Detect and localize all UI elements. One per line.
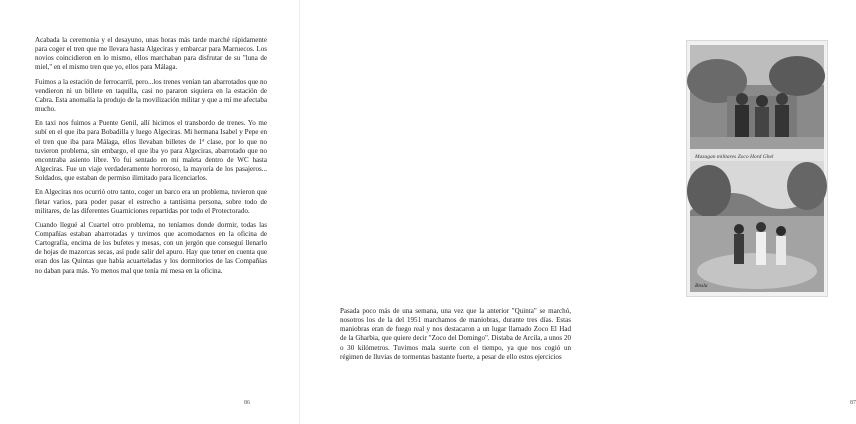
left-paragraph-5: Cuando llegué al Cuartel otro problema, no teníamos donde dormir, todas las Compañías estaban abarrotadas y tuvimos que acomodarnos en la oficina de Cartografía, encima de los bufetes y mesas, con un jergón que conseguí llenarlo de hojas de mazorcas secas, así pude salir del apuro. Hay que tener en cuenta que eran dos las Quintas que había acuarteladas y los dormitorios de las Compañías no daban para más. Yo menos mal que tenía mi mesa en la oficina. xyxy=(35,220,267,275)
left-page-number: 86 xyxy=(244,400,250,406)
left-page-body xyxy=(35,36,267,281)
left-page xyxy=(0,0,300,424)
right-page-number: 87 xyxy=(850,400,856,406)
photo-collage-image xyxy=(687,41,827,296)
right-paragraph-1: Pasada poco más de una semana, una vez que la anterior "Quinta" se marchó, nosotros los de la del 1951 marchamos de maniobras, durante tres días. Estas maniobras eran de fuego real y nos destacaron a un lugar llamado Zoco El Had de la Gharbia, que quiere decir "Zoco del Domingo". Distaba de Arcila, a unos 20 o 30 kilómetros. Tuvimos mala suerte con el tiempo, ya que nos cogió un régimen de lluvias de tormentas bastante fuerte, a pesar de ello estos ejercicios xyxy=(340,307,571,361)
left-paragraph-1: Acabada la ceremonia y el desayuno, unas horas más tarde marché rápidamente para coger el tren que me llevara hasta Algeciras y embarcar para Marruecos. Los novios coincidieron en lo mismo, ellos marchaban para disfrutar de su "luna de miel," en el mismo tren que yo, ellos para Málaga. xyxy=(35,36,267,72)
bottom-photo-caption: Bnsla xyxy=(695,283,708,289)
left-paragraph-3: En taxi nos fuimos a Puente Genil, allí hicimos el transbordo de trenes. Yo me subí en el que iba para Bobadilla y luego Algeciras. Mi hermana Isabel y Pepe en el tren que iba para Málaga, ellos llevaban billetes de 1ª clase, por lo que no tuvieron problema, sin embargo, el que iba yo para Algeciras, abarrotado que no encontraba asiento libre. Yo fui sentado en mi maleta dentro de WC hasta Algeciras. Fue un viaje verdaderamente horroroso, la mayoría de los pasajeros... Soldados, que estaban de permiso ilimitado para licenciarlos. xyxy=(35,119,267,183)
left-paragraph-2: Fuimos a la estación de ferrocarril, pero...los trenes venían tan abarrotados que no vendieron ni un billete en taquilla, casi no pararon siquiera en la estación de Cabra. Esta anomalía la produjo de la movilización militar y que a mí me afectaba mucho. xyxy=(35,77,267,114)
top-photo-caption: Mazagan militares Zoco Hord Ghel xyxy=(695,154,774,160)
right-page-body xyxy=(340,307,571,367)
left-paragraph-4: En Algeciras nos ocurrió otro tanto, coger un barco era un problema, tuvieron que fletar varios, para poder pasar el estrecho a tantísima persona, sobre todo de militares, de las diferentes Guarniciones repartidas por todo el Protectorado. xyxy=(35,188,267,215)
photo-collage xyxy=(686,40,828,297)
